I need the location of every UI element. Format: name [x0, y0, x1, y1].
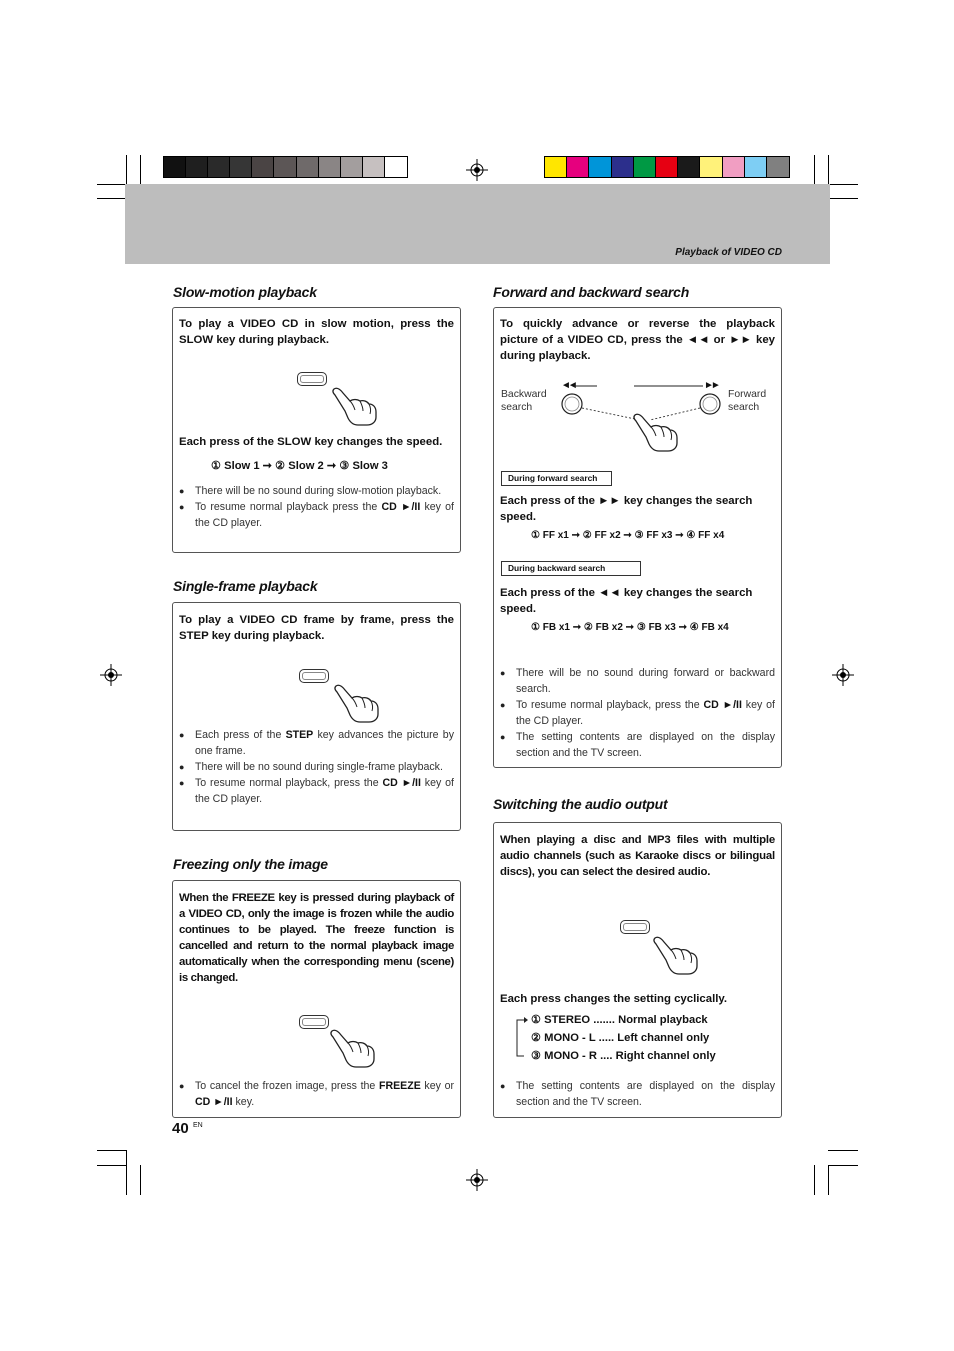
audio-option-stereo: ① STEREO ....... Normal playback [531, 1014, 708, 1026]
grayscale-swatch [230, 157, 252, 177]
backward-symbol: ◄◄ [561, 380, 575, 391]
crop-mark-bl-h2 [97, 1165, 127, 1166]
running-title: Playback of VIDEO CD [675, 247, 782, 258]
grayscale-swatch [297, 157, 319, 177]
grayscale-swatch [274, 157, 296, 177]
pointing-hand-icon [333, 683, 381, 723]
process-swatch [567, 157, 589, 177]
crop-mark-tl-h [97, 184, 127, 185]
list-item: ● There will be no sound during single-frame playback. [179, 759, 454, 775]
slow-motion-lead: To play a VIDEO CD in slow motion, press the SLOW key during playback. [179, 318, 454, 346]
search-backward-sequence: ① FB x1 ➞ ② FB x2 ➞ ③ FB x3 ➞ ④ FB x4 [531, 622, 729, 633]
grayscale-swatch [341, 157, 363, 177]
process-color-bar [544, 156, 790, 178]
list-item: ● To resume normal playback, press the CD ►/II key of the CD player. [500, 697, 775, 729]
list-item: ● There will be no sound during forward or backward search. [500, 665, 775, 697]
forward-search-label: Forward search [728, 389, 767, 413]
list-item: ● To cancel the frozen image, press the FREEZE key or CD ►/II key. [179, 1078, 454, 1110]
step-key-icon [299, 669, 329, 683]
audio-box [493, 822, 782, 1118]
search-title: Forward and backward search [493, 284, 690, 300]
single-frame-bullets [179, 727, 454, 807]
slow-motion-sub: Each press of the SLOW key changes the speed. [179, 436, 443, 448]
audio-option-mono-l: ② MONO - L ..... Left channel only [531, 1032, 710, 1044]
pointing-hand-icon [632, 412, 680, 452]
process-swatch [723, 157, 745, 177]
crop-mark-br-h [828, 1150, 858, 1151]
list-item: ● Each press of the STEP key advances the picture by one frame. [179, 727, 454, 759]
list-item: ● To resume normal playback, press the CD ►/II key of the CD player. [179, 775, 454, 807]
process-swatch [745, 157, 767, 177]
page-language: EN [193, 1122, 203, 1129]
crop-mark-br-h2 [828, 1165, 858, 1166]
grayscale-swatch [164, 157, 186, 177]
pointing-hand-icon [652, 935, 700, 975]
audio-option-mono-r: ③ MONO - R .... Right channel only [531, 1050, 716, 1062]
process-swatch [767, 157, 789, 177]
registration-mark-top-icon [466, 159, 488, 181]
slow-motion-bullets [179, 483, 454, 531]
forward-search-tag: During forward search [501, 471, 612, 486]
page-number: 40 [172, 1120, 189, 1137]
audio-lead: When playing a disc and MP3 files with multiple audio channels (such as Karaoke discs or bilingual discs), you can select the desired audio. [500, 834, 775, 878]
process-swatch [589, 157, 611, 177]
slow-motion-box [172, 307, 461, 553]
crop-mark-br-v [828, 1165, 829, 1195]
freeze-box [172, 880, 461, 1118]
header-band [125, 184, 830, 264]
grayscale-swatch [186, 157, 208, 177]
backward-search-tag: During backward search [501, 561, 641, 576]
audio-key-icon [620, 920, 650, 934]
backward-search-label: Backward search [501, 389, 547, 413]
grayscale-swatch [252, 157, 274, 177]
freeze-lead: When the FREEZE key is pressed during playback of a VIDEO CD, only the image is frozen while the audio continues to be played. The freeze function is cancelled and return to the normal playback image automatically when the corresponding menu (scene) is changed. [179, 892, 454, 984]
list-item: ● To resume normal playback press the CD ►/II key of the CD player. [179, 499, 454, 531]
process-swatch [700, 157, 722, 177]
pointing-hand-icon [329, 1028, 377, 1068]
freeze-title: Freezing only the image [173, 856, 328, 872]
search-forward-sub: Each press of the ►► key changes the search speed. [500, 495, 753, 523]
single-frame-title: Single-frame playback [173, 578, 318, 594]
freeze-key-icon [299, 1015, 329, 1029]
list-item: ● There will be no sound during slow-motion playback. [179, 483, 454, 499]
crop-mark-tr-h2 [828, 198, 858, 199]
search-backward-sub: Each press of the ◄◄ key changes the search speed. [500, 587, 753, 615]
crop-mark-tl-h2 [97, 198, 127, 199]
crop-mark-bl-h [97, 1150, 127, 1151]
search-bullets [500, 665, 775, 761]
grayscale-swatch [319, 157, 341, 177]
crop-mark-bl-v2 [140, 1165, 141, 1195]
crop-mark-br-v2 [814, 1165, 815, 1195]
grayscale-swatch [208, 157, 230, 177]
search-lead: To quickly advance or reverse the playback picture of a VIDEO CD, press the ◄◄ or ►► key during playback. [500, 318, 775, 362]
crop-mark-tr-v2 [814, 155, 815, 185]
search-forward-sequence: ① FF x1 ➞ ② FF x2 ➞ ③ FF x3 ➞ ④ FF x4 [531, 530, 725, 541]
cycle-bracket-icon [512, 1016, 528, 1060]
slow-key-icon [297, 372, 327, 386]
slow-motion-sequence: ① Slow 1 ➞ ② Slow 2 ➞ ③ Slow 3 [211, 460, 388, 472]
single-frame-lead: To play a VIDEO CD frame by frame, press the STEP key during playback. [179, 614, 454, 642]
crop-mark-tl-v2 [140, 155, 141, 185]
grayscale-color-bar [163, 156, 408, 178]
registration-mark-left-icon [100, 664, 122, 686]
crop-mark-bl-v [126, 1150, 127, 1195]
pointing-hand-icon [331, 386, 379, 426]
audio-sub: Each press changes the setting cyclically. [500, 993, 728, 1005]
audio-bullets [500, 1078, 775, 1110]
audio-title: Switching the audio output [493, 796, 668, 812]
single-frame-box [172, 602, 461, 831]
grayscale-swatch [385, 157, 407, 177]
search-box [493, 307, 782, 768]
process-swatch [678, 157, 700, 177]
slow-motion-title: Slow-motion playback [173, 284, 317, 300]
process-swatch [634, 157, 656, 177]
grayscale-swatch [363, 157, 385, 177]
process-swatch [612, 157, 634, 177]
list-item: ● The setting contents are displayed on the display section and the TV screen. [500, 1078, 775, 1110]
process-swatch [656, 157, 678, 177]
forward-symbol: ►► [704, 380, 718, 391]
process-swatch [545, 157, 567, 177]
freeze-bullets [179, 1078, 454, 1110]
crop-mark-tr-h [828, 184, 858, 185]
registration-mark-bottom-icon [466, 1169, 488, 1191]
list-item: ● The setting contents are displayed on the display section and the TV screen. [500, 729, 775, 761]
registration-mark-right-icon [832, 664, 854, 686]
